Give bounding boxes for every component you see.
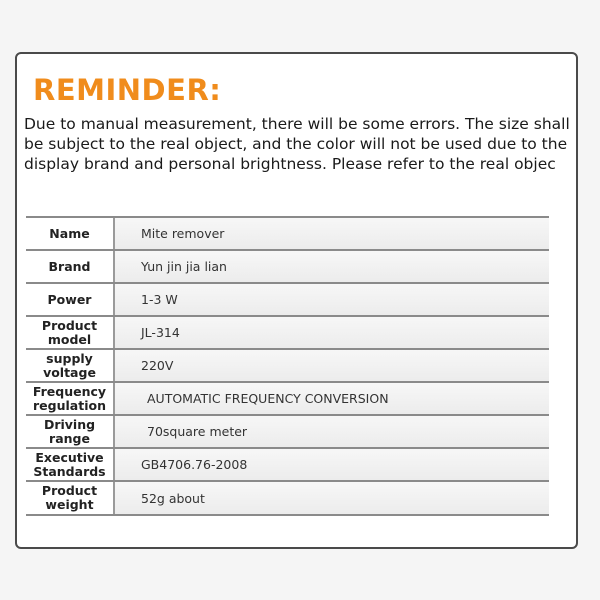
spec-row-range <box>26 414 549 447</box>
spec-row-weight <box>26 480 549 516</box>
spec-label: Driving range <box>26 416 115 447</box>
reminder-text: Due to manual measurement, there will be some errors. The size shall be subject to the real object, and the color will not be used due to the display brand and personal brightness. Please refer to the real objec <box>24 115 570 173</box>
spec-row-name <box>26 216 549 249</box>
spec-row-standards <box>26 447 549 480</box>
spec-label: Power <box>26 284 115 315</box>
spec-value: AUTOMATIC FREQUENCY CONVERSION <box>115 383 549 414</box>
spec-label: supply voltage <box>26 350 115 381</box>
spec-value: Yun jin jia lian <box>115 251 549 282</box>
spec-value: JL-314 <box>115 317 549 348</box>
spec-value: 220V <box>115 350 549 381</box>
spec-value: GB4706.76-2008 <box>115 449 549 480</box>
reminder-card <box>15 52 578 549</box>
spec-table <box>26 216 549 516</box>
spec-label: Product model <box>26 317 115 348</box>
spec-value: 52g about <box>115 482 549 514</box>
spec-row-frequency <box>26 381 549 414</box>
spec-row-brand <box>26 249 549 282</box>
spec-value: Mite remover <box>115 218 549 249</box>
spec-label: Product weight <box>26 482 115 514</box>
reminder-title: REMINDER: <box>33 73 222 107</box>
spec-row-voltage <box>26 348 549 381</box>
spec-row-model <box>26 315 549 348</box>
spec-value: 70square meter <box>115 416 549 447</box>
spec-value: 1-3 W <box>115 284 549 315</box>
spec-label: Brand <box>26 251 115 282</box>
spec-label: Frequency regulation <box>26 383 115 414</box>
spec-label: Executive Standards <box>26 449 115 480</box>
spec-label: Name <box>26 218 115 249</box>
spec-row-power <box>26 282 549 315</box>
